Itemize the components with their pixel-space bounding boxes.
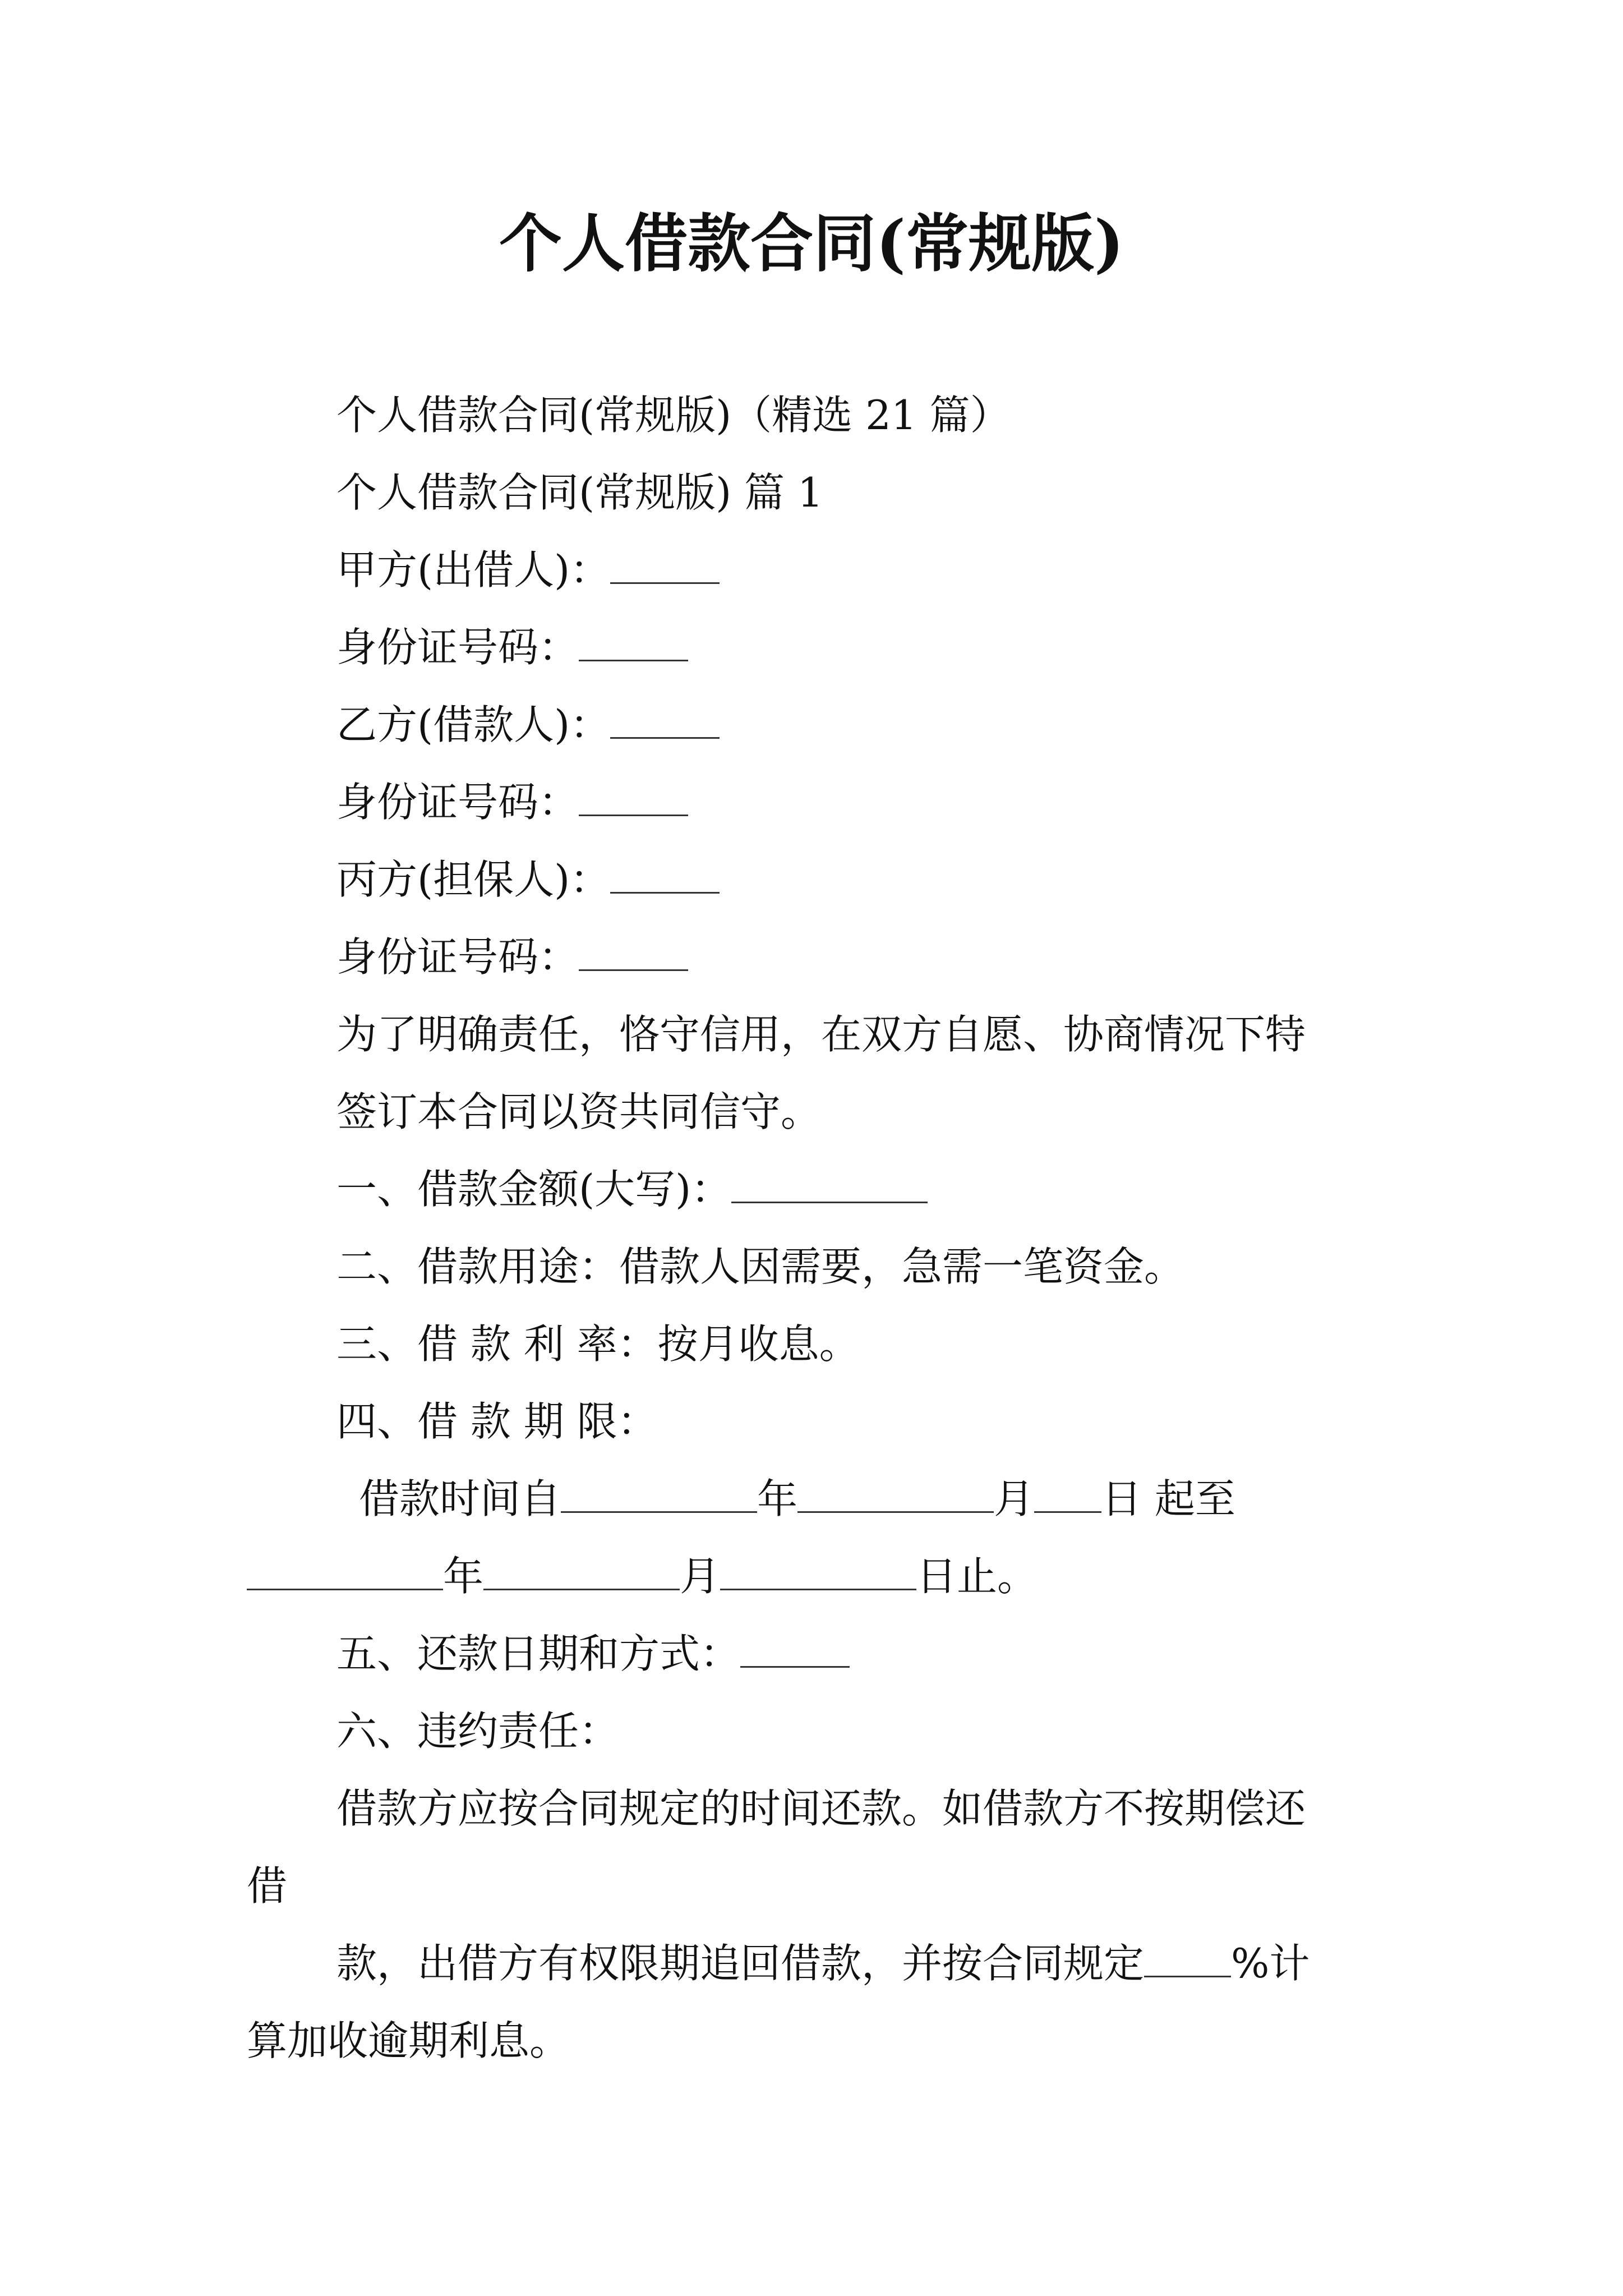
party-a-id-line — [336, 619, 688, 675]
term-start-line — [336, 1471, 1235, 1527]
term-end-line — [247, 1548, 1038, 1604]
party-c-id-blank — [579, 935, 688, 971]
clause-purpose: 二、借款用途：借款人因需要，急需一笔资金。 — [336, 1243, 1185, 1290]
amount-blank — [731, 1167, 928, 1203]
year-label: 年 — [757, 1475, 798, 1522]
end-day-label: 日止。 — [916, 1553, 1038, 1600]
party-a-label: 甲方(出借人)： — [336, 546, 611, 593]
party-b-id-blank — [579, 780, 688, 816]
clause-interest: 三、借 款 利 率：按月收息。 — [336, 1320, 860, 1368]
term-start-label: 借款时间自 — [359, 1475, 561, 1522]
end-month-label: 月 — [680, 1553, 721, 1600]
clause-breach: 六、违约责任： — [336, 1708, 620, 1755]
breach-text-line-4: 算加收逾期利息。 — [247, 2017, 570, 2064]
clause-amount-label: 一、借款金额(大写)： — [336, 1166, 732, 1213]
party-b-id-line — [336, 774, 688, 830]
party-c-line — [336, 852, 720, 908]
party-b-line — [336, 697, 720, 753]
party-b-id-label: 身份证号码： — [336, 779, 579, 826]
clause-amount — [336, 1161, 928, 1217]
end-year-label: 年 — [443, 1553, 484, 1600]
party-c-blank — [610, 857, 720, 894]
rate-blank — [1144, 1941, 1231, 1977]
breach-text-line-2: 借 — [247, 1862, 288, 1910]
start-month-blank — [797, 1476, 994, 1513]
start-year-blank — [561, 1476, 757, 1513]
document-title: 个人借款合同(常规版) — [499, 207, 1124, 280]
end-year-blank — [247, 1554, 443, 1590]
repayment-blank — [740, 1631, 850, 1668]
preamble-line-1: 为了明确责任，恪守信用，在双方自愿、协商情况下特 — [336, 1011, 1306, 1058]
party-a-id-label: 身份证号码： — [336, 624, 579, 671]
party-c-id-label: 身份证号码： — [336, 933, 579, 981]
start-day-blank — [1034, 1476, 1101, 1513]
document-subtitle: 个人借款合同(常规版)（精选 21 篇） — [336, 392, 1011, 439]
breach-text-line-1: 借款方应按合同规定的时间还款。如借款方不按期偿还 — [336, 1785, 1306, 1832]
breach-text-label: 款，出借方有权限期追回借款，并按合同规定 — [336, 1940, 1145, 1987]
month-label: 月 — [994, 1475, 1035, 1522]
party-a-line — [336, 542, 720, 598]
party-b-blank — [610, 702, 720, 739]
party-b-label: 乙方(借款人)： — [336, 701, 611, 748]
preamble-line-2: 签订本合同以资共同信守。 — [336, 1088, 822, 1135]
percent-label: %计 — [1231, 1940, 1310, 1987]
section-heading: 个人借款合同(常规版) 篇 1 — [336, 469, 823, 516]
day-to-label: 日 起至 — [1101, 1475, 1235, 1522]
breach-text-line-3 — [336, 1935, 1310, 1991]
party-c-label: 丙方(担保人)： — [336, 856, 611, 903]
party-c-id-line — [336, 929, 688, 985]
party-a-id-blank — [579, 625, 688, 661]
clause-repayment-label: 五、还款日期和方式： — [336, 1630, 741, 1677]
end-day-blank — [720, 1554, 916, 1590]
clause-term: 四、借 款 期 限： — [336, 1398, 658, 1445]
end-month-blank — [483, 1554, 680, 1590]
party-a-blank — [610, 547, 720, 584]
clause-repayment — [336, 1626, 850, 1682]
